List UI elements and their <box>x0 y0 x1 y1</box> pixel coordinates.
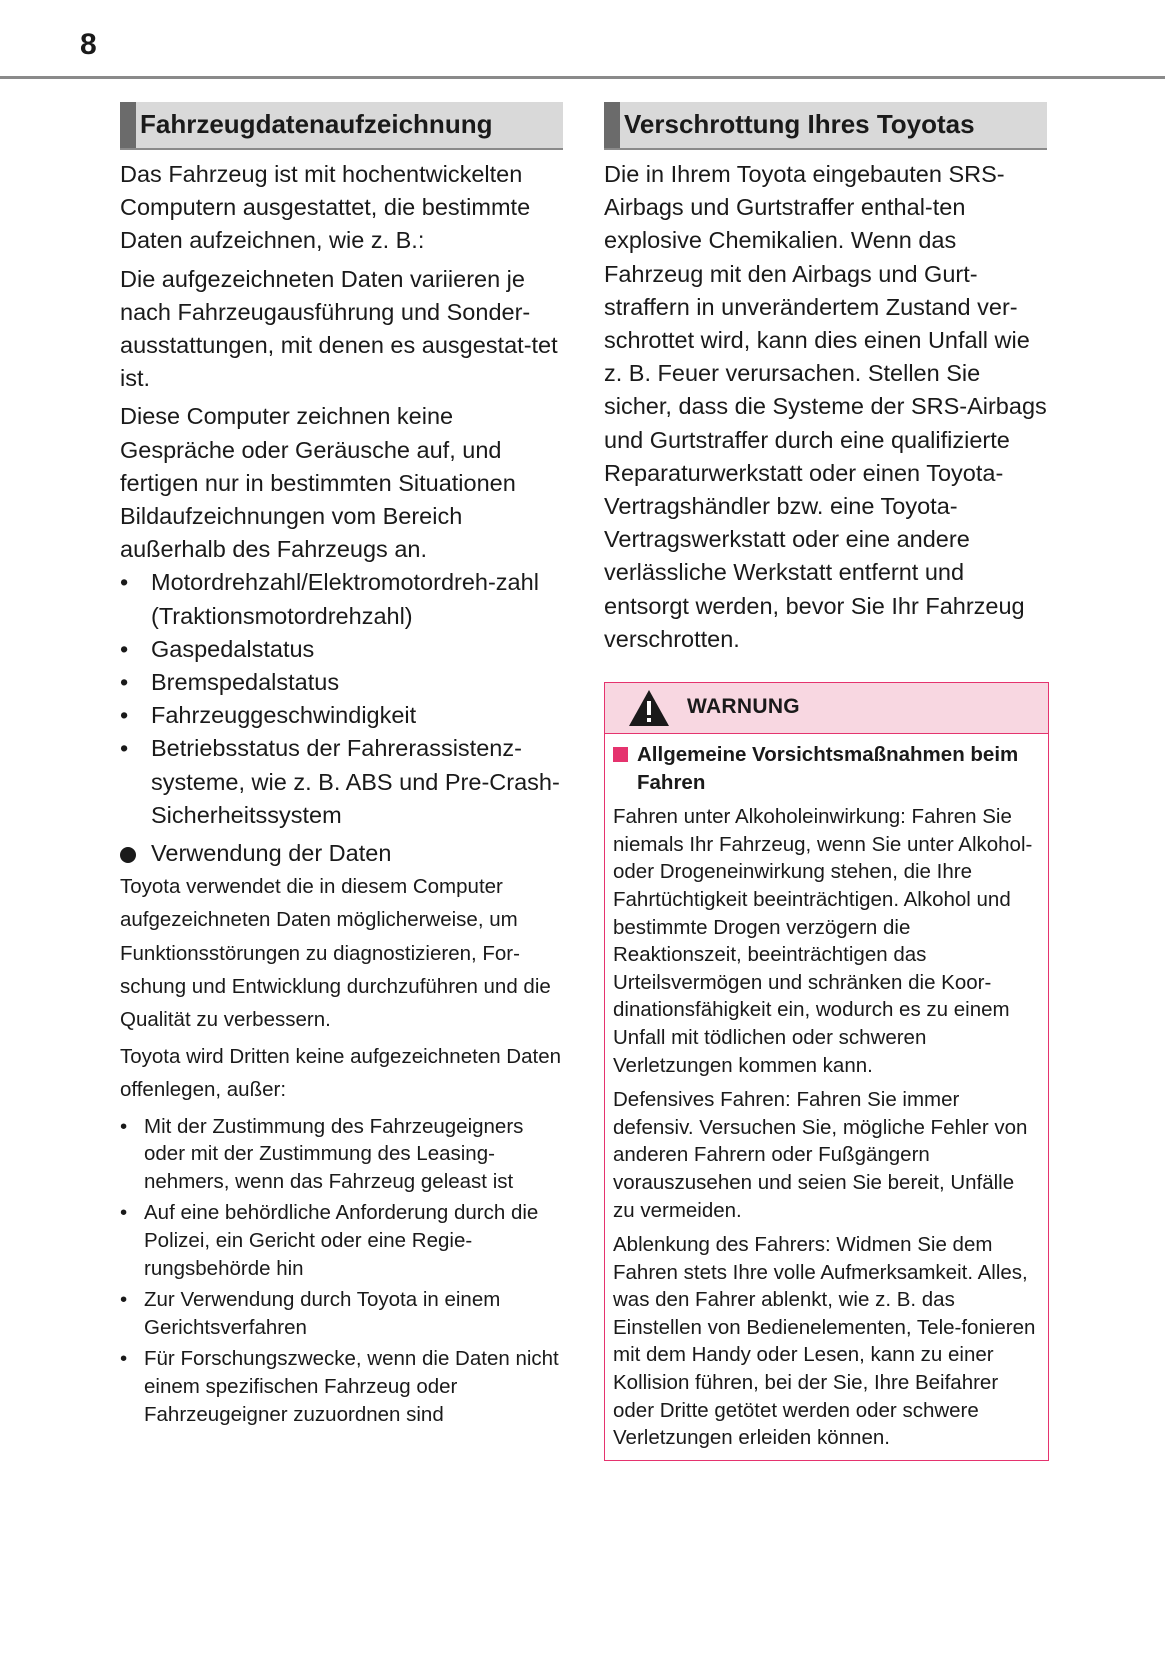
exceptions-list <box>120 1113 563 1429</box>
section-heading-data-recording <box>120 102 563 150</box>
list-item: • Gaspedalstatus <box>120 633 563 666</box>
left-column <box>120 102 563 1432</box>
list-item: • Betriebsstatus der Fahrerassistenz-systeme, wie z. B. ABS und Pre-Crash-Sicherheitssystem <box>120 732 563 832</box>
warning-triangle-icon <box>627 688 671 728</box>
warning-subheading-text: Allgemeine Vorsichtsmaßnahmen beim Fahren <box>637 743 1019 794</box>
section-heading-scrapping <box>604 102 1047 150</box>
warning-subheading <box>613 741 1040 796</box>
warning-body <box>605 734 1048 1452</box>
paragraph: Toyota verwendet die in diesem Computer aufgezeichneten Daten möglicherweise, um Funktionsstörungen zu diagnostizieren, For-schung und Entwicklung durchzuführen und die Qualität zu verbessern. <box>120 875 551 1032</box>
list-item: • Auf eine behördliche Anforderung durch die Polizei, ein Gericht oder eine Regie-rungsbehörde hin <box>120 1199 563 1282</box>
bullet-dot-icon <box>120 847 136 863</box>
square-bullet-icon <box>613 747 628 762</box>
section-title: Fahrzeugdatenaufzeichnung <box>140 109 493 139</box>
subheading <box>120 837 563 870</box>
page-number: 8 <box>80 28 97 61</box>
warning-title: WARNUNG <box>687 695 800 718</box>
list-item: • Für Forschungszwecke, wenn die Daten nicht einem spezifischen Fahrzeug oder Fahrzeugeigner zuzuordnen sind <box>120 1345 563 1428</box>
section-title: Verschrottung Ihres Toyotas <box>624 109 975 139</box>
right-column <box>604 102 1047 656</box>
heading-bar <box>120 102 136 148</box>
warning-paragraph: Defensives Fahren: Fahren Sie immer defensiv. Versuchen Sie, mögliche Fehler von anderen Fahrern oder Fußgängern vorauszusehen und seien Sie bereit, Unfälle zu vermeiden. <box>613 1088 1028 1222</box>
list-item: • Motordrehzahl/Elektromotordreh-zahl (Traktionsmotordrehzahl) <box>120 566 563 632</box>
intro-paragraph: Das Fahrzeug ist mit hochentwickelten Computern ausgestattet, die bestimmte Daten aufzeichnen, wie z. B.: <box>120 161 531 254</box>
paragraph: Die aufgezeichneten Daten variieren je nach Fahrzeugausführung und Sonder-ausstattungen, mit denen es ausgestat-tet ist. <box>120 265 558 392</box>
list-item: • Fahrzeuggeschwindigkeit <box>120 699 563 732</box>
list-item: • Zur Verwendung durch Toyota in einem Gerichtsverfahren <box>120 1286 563 1341</box>
paragraph: Toyota wird Dritten keine aufgezeichneten Daten offenlegen, außer: <box>120 1045 562 1102</box>
warning-paragraph: Ablenkung des Fahrers: Widmen Sie dem Fahren stets Ihre volle Aufmerksamkeit. Alles, was den Fahrer ablenkt, wie z. B. das Einstellen von Bedienelementen, Tele-fonieren mit dem Handy oder Lesen, kann zu einer Kollision führen, bei der Sie, Ihre Beifahrer oder Dritte getötet werden oder schwere Verletzungen erleiden können. <box>613 1233 1036 1450</box>
warning-header <box>605 683 1048 734</box>
list-item: • Bremspedalstatus <box>120 666 563 699</box>
warning-box <box>604 682 1049 1461</box>
paragraph: Diese Computer zeichnen keine Gespräche oder Geräusche auf, und fertigen nur in bestimmten Situationen Bildaufzeichnungen vom Bereich außerhalb des Fahrzeugs an. <box>120 403 516 563</box>
subheading-text: Verwendung der Daten <box>151 840 392 867</box>
warning-paragraph: Fahren unter Alkoholeinwirkung: Fahren Sie niemals Ihr Fahrzeug, wenn Sie unter Alkohol- oder Drogeneinwirkung stehen, die Ihre Fahrtüchtigkeit beeinträchtigen. Alkohol und bestimmte Drogen verzögern die Reaktionszeit, beeinträchtigen das Urteilsvermögen und schränken die Koor-dinationsfähigkeit ein, wodurch es zu einem Unfall mit tödlichen oder schweren Verletzungen kommen kann. <box>613 805 1033 1077</box>
paragraph: Die in Ihrem Toyota eingebauten SRS-Airbags und Gurtstraffer enthal-ten explosive Chemikalien. Wenn das Fahrzeug mit den Airbags und Gurt-straffern in unverändertem Zustand ver-schrottet wird, kann dies einen Unfall wie z. B. Feuer verursachen. Stellen Sie sicher, dass die Systeme der SRS-Airbags und Gurtstraffer durch eine qualifizierte Reparaturwerkstatt oder einen Toyota-Vertragshändler bzw. eine Toyota-Vertragswerkstatt oder eine andere verlässliche Werkstatt entfernt und entsorgt werden, bevor Sie Ihr Fahrzeug verschrotten. <box>604 161 1047 652</box>
heading-bar <box>604 102 620 148</box>
list-item: • Mit der Zustimmung des Fahrzeugeigners oder mit der Zustimmung des Leasing-nehmers, wenn das Fahrzeug geleast ist <box>120 1113 563 1196</box>
header-rule <box>0 76 1165 79</box>
recorded-data-list <box>120 566 563 832</box>
